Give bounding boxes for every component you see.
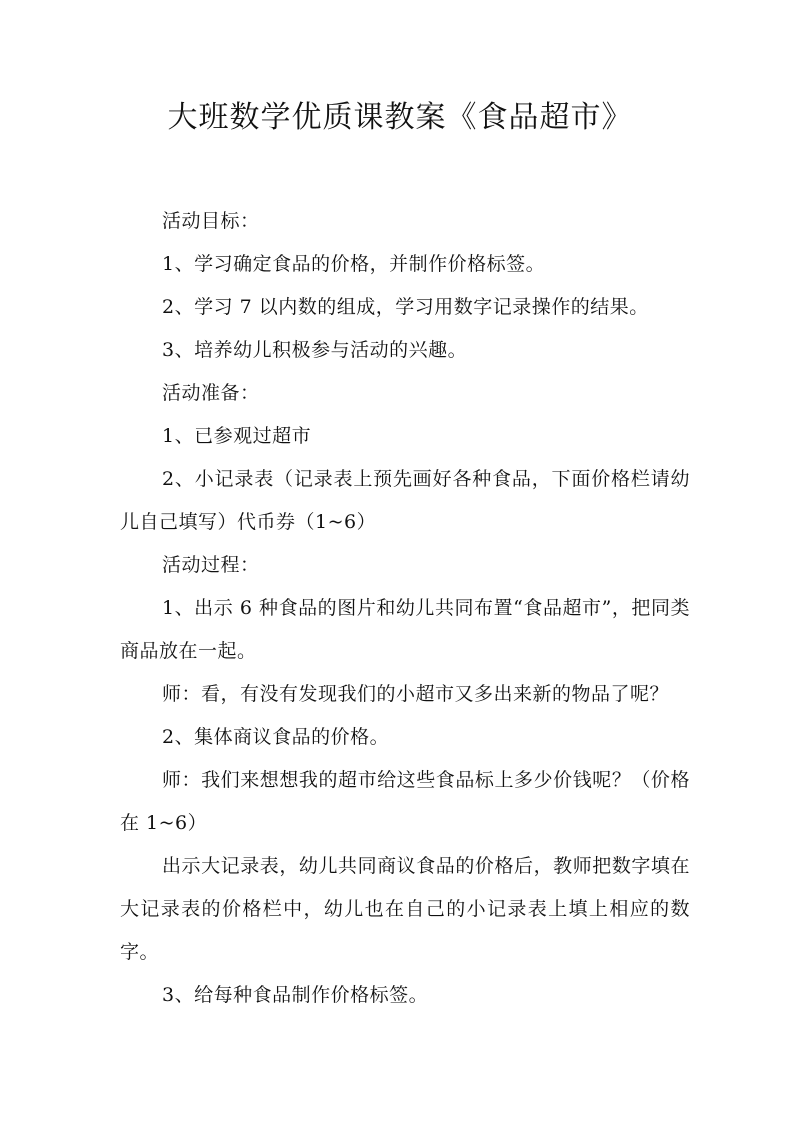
process-step-1: 1、出示 6 种食品的图片和幼儿共同布置“食品超市”，把同类商品放在一起。: [120, 597, 690, 662]
section-heading-preparation: 活动准备：: [162, 382, 260, 404]
goal-item-1: 1、学习确定食品的价格，并制作价格标签。: [162, 253, 546, 275]
document-body: [120, 200, 690, 1017]
goal-item-3: 3、培养幼儿积极参与活动的兴趣。: [162, 339, 468, 361]
section-heading-process: 活动过程：: [162, 554, 260, 576]
preparation-item-2: 2、小记录表（记录表上预先画好各种食品，下面价格栏请幼儿自己填写）代币券（1~6）: [120, 468, 690, 533]
teacher-line-1: 师：看，有没有发现我们的小超市又多出来新的物品了呢？: [162, 683, 670, 705]
preparation-item-1: 1、已参观过超市: [162, 425, 312, 447]
process-description: 出示大记录表，幼儿共同商议食品的价格后，教师把数字填在大记录表的价格栏中，幼儿也在自己的小记录表上填上相应的数字。: [120, 855, 690, 963]
section-heading-goals: 活动目标：: [162, 210, 260, 232]
process-step-2: 2、集体商议食品的价格。: [162, 726, 390, 748]
teacher-line-2: 师：我们来想想我的超市给这些食品标上多少价钱呢？（价格在 1~6）: [120, 769, 690, 834]
goal-item-2: 2、学习 7 以内数的组成，学习用数字记录操作的结果。: [162, 296, 649, 318]
page-title: 大班数学优质课教案《食品超市》: [167, 100, 633, 135]
process-step-3: 3、给每种食品制作价格标签。: [162, 984, 429, 1006]
